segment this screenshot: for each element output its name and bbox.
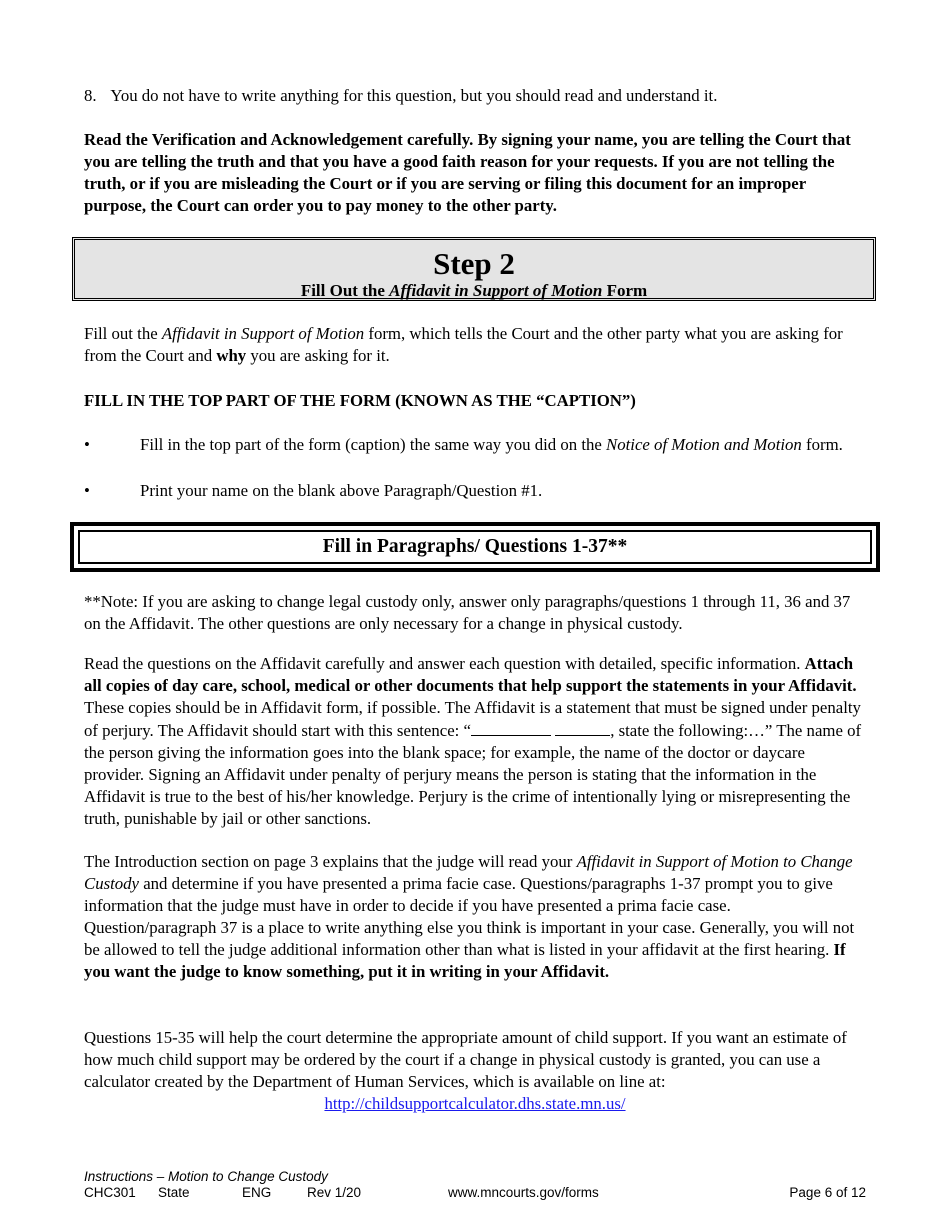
fill-out-pre: Fill out the [84,324,162,343]
verification-warning: Read the Verification and Acknowledgement carefully. By signing your name, you are telling the Court that you are telling the truth and that you have a good faith reason for your requests. If you are not telling the truth, or if you are misleading the Court or if you are serving or filing this document for an improper purpose, the Court can order you to pay money to the other party. [84,130,851,215]
introduction-paragraph [84,851,866,983]
fill-paragraphs-box [70,522,880,572]
bullet-item-caption [84,434,866,456]
bullet-1-pre: Fill in the top part of the form (caption) the same way you did on the [140,435,607,454]
fill-out-paragraph [84,323,866,367]
step-2-box [72,237,876,301]
intro-para-form-name: Affidavit in Support of Motion to Change Custody [84,852,853,893]
footer-title [84,1169,866,1185]
step-2-subtitle-form-name: Affidavit in Support of Motion [389,281,603,300]
footer-code: CHC301 [84,1185,136,1200]
blank-line [555,719,610,736]
bullet-icon: • [84,481,90,500]
item-8-number: 8. [84,86,97,105]
child-support-paragraph: Questions 15-35 will help the court determine the appropriate amount of child support. If you want an estimate of how much child support may be ordered by the court if a change in physical custody is granted, you can use a calculator created by the Department of Human Services, which is available on line at: [84,1028,847,1091]
footer-lang: ENG [242,1185,272,1200]
custody-note: **Note: If you are asking to change legal custody only, answer only paragraphs/questions 1 through 11, 36 and 37 on the Affidavit. The other questions are only necessary for a change in physical custody. [84,592,851,633]
read-para-attach: Attach all copies of day care, school, medical or other documents that help support the statements in your Affidavit. [84,654,857,695]
calculator-link-row [84,1093,866,1115]
footer-info [84,1185,866,1201]
step-2-subtitle-post: Form [602,281,648,300]
bullet-icon: • [84,435,90,454]
footer-form-title: Instructions – Motion to Change Custody [84,1169,328,1184]
read-para-intro: Read the questions on the Affidavit carefully and answer each question with detailed, specific information. [84,654,805,673]
blank-line [471,719,551,736]
footer-rev: Rev 1/20 [307,1185,362,1200]
read-para-end: , state the following:…” The name of the person giving the information goes into the blank space; for example, the name of the doctor or daycare provider. Signing an Affidavit under penalty of perjury means the person is stating that the information in the Affidavit is true to the best of his/her knowledge. Perjury is the crime of intentionally lying or misrepresenting the truth, punishable by jail or other sanctions. [84,721,862,828]
bullet-1-form-name: Notice of Motion and Motion [606,435,802,454]
bullet-item-name [84,480,866,502]
fill-out-form-name: Affidavit in Support of Motion [161,324,365,343]
item-8 [84,85,866,107]
step-2-subtitle-pre: Fill Out the [300,281,390,300]
intro-para-bold: If you want the judge to know something, put it in writing in your Affidavit. [84,940,846,981]
read-para-middle: These copies should be in Affidavit form, if possible. The Affidavit is a statement that must be signed under penalty of perjury. The Affidavit should start with this sentence: “ [84,698,861,740]
fill-paragraphs-heading: Fill in Paragraphs/ Questions 1-37** [78,530,872,564]
fill-out-post: you are asking for it. [246,346,390,365]
intro-para-middle: and determine if you have presented a prima facie case. Questions/paragraphs 1-37 prompt you to give information that the judge must have in order to decide if you have presented a prima facie case. Question/paragraph 37 is a place to write anything else you think is important in your case. Generally, you will not be allowed to tell the judge additional information other than what is listed in your affidavit at the first hearing. [84,874,855,959]
item-8-text: You do not have to write anything for this question, but you should read and understand it. [110,86,718,105]
fill-out-mid: form, which tells the Court and the other party what you are asking for from the Court and [84,324,843,365]
step-2-title: Step 2 [433,246,515,281]
calculator-link[interactable]: http://childsupportcalculator.dhs.state.mn.us/ [324,1094,626,1113]
read-questions-paragraph [84,653,866,830]
footer-url: www.mncourts.gov/forms [448,1185,599,1200]
bullet-1-post: form. [801,435,843,454]
step-2-subtitle [75,281,873,301]
bullet-2-text: Print your name on the blank above Paragraph/Question #1. [140,481,543,500]
footer-state: State [158,1185,190,1200]
caption-heading: FILL IN THE TOP PART OF THE FORM (KNOWN AS THE “CAPTION”) [84,391,636,410]
fill-out-why: why [216,346,247,365]
intro-para-start: The Introduction section on page 3 explains that the judge will read your [84,852,577,871]
footer-page: Page 6 of 12 [789,1185,866,1200]
